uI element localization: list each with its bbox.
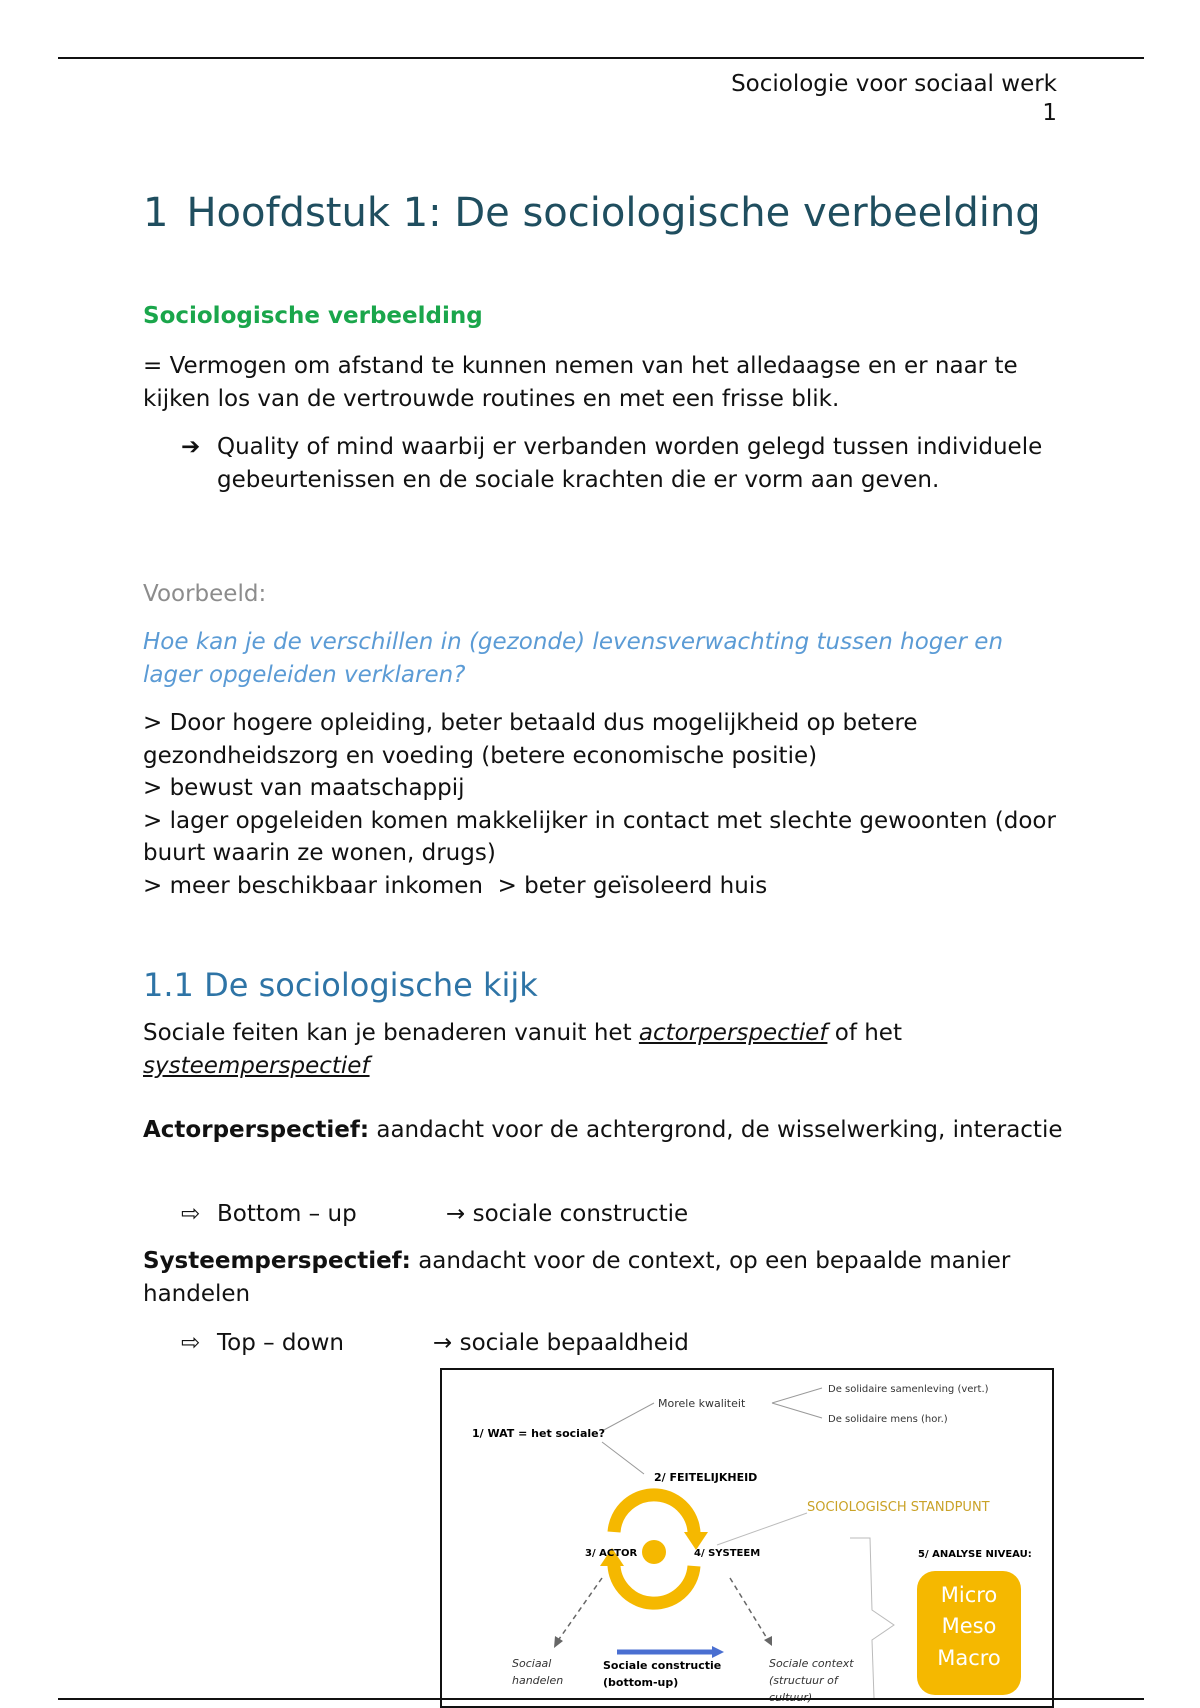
diagram-solidaire-samenleving: De solidaire samenleving (vert.) [828,1384,989,1395]
actor-term: Actorperspectief: [143,1117,370,1143]
section-title: De sociologische kijk [204,966,538,1004]
actor-result: → sociale constructie [446,1201,689,1227]
systeem-term: Systeemperspectief: [143,1248,411,1274]
level-micro: Micro [940,1583,998,1607]
actor-desc: aandacht voor de achtergrond, de wisselwerking, interactie [369,1117,1063,1143]
diagram-solidaire-mens: De solidaire mens (hor.) [828,1414,948,1425]
diagram-sociale-constructie: Sociale constructie [603,1659,722,1672]
actor-definition [143,1114,1063,1147]
diagram-standpunt: SOCIOLOGISCH STANDPUNT [807,1500,990,1515]
connector-line [602,1403,654,1431]
example-answers [143,707,1063,902]
header-rule [58,57,1144,59]
diagram-handelen: handelen [512,1674,564,1687]
bracket-line [850,1538,894,1698]
actor-direction-label: Bottom – up [217,1201,357,1227]
chapter-number: 1 [143,190,169,236]
definition-heading: Sociologische verbeelding [143,303,483,329]
chapter-heading [143,190,1041,236]
diagram-bottom-up: (bottom-up) [603,1676,679,1689]
diagram-morele: Morele kwaliteit [658,1397,746,1410]
arrowhead-icon [554,1636,563,1648]
dashed-arrow-left [557,1578,602,1642]
page-header [731,70,1057,128]
systeem-direction-label: Top – down [217,1330,344,1356]
answer-item: > Door hogere opleiding, beter betaald dus mogelijkheid op betere gezondheidszorg en voeding (betere economische positie) [143,710,918,769]
diagram-structuur: (structuur of [769,1674,838,1687]
chapter-title: Hoofdstuk 1: De sociologische verbeelding [186,190,1041,236]
systeem-desc: aandacht voor de context, op een bepaalde manier handelen [143,1248,1011,1307]
diagram-sociaal: Sociaal [512,1657,552,1670]
arrow-bullet-icon: ➔ [181,434,201,460]
diagram-actor: 3/ ACTOR [585,1548,638,1559]
systeem-result: → sociale bepaaldheid [433,1330,689,1356]
diagram-cultuur: cultuur) [769,1691,813,1704]
term-actorperspectief: actorperspectief [638,1020,828,1046]
diagram-systeem: 4/ SYSTEEM [694,1548,761,1559]
answer-item: > meer beschikbaar inkomen > beter geïsoleerd huis [143,872,768,899]
level-meso: Meso [941,1614,997,1638]
sociological-diagram [440,1368,1054,1708]
intro-text: of het [827,1020,902,1046]
connector-line [772,1403,822,1418]
header-page-number: 1 [1042,100,1057,126]
header-title: Sociologie voor sociaal werk [731,71,1057,97]
diagram-feitelijkheid: 2/ FEITELIJKHEID [654,1471,758,1484]
cycle-arrow-top [614,1495,694,1538]
cycle-center [642,1540,666,1564]
blue-arrowhead-icon [712,1646,724,1658]
diagram-wat: 1/ WAT = het sociale? [472,1427,605,1440]
connector-line [602,1442,644,1474]
dashed-arrow-right [730,1578,768,1640]
connector-line [772,1388,822,1403]
diagram-analyse: 5/ ANALYSE NIVEAU: [918,1549,1032,1560]
systeem-direction [181,1327,689,1359]
definition-text: = Vermogen om afstand te kunnen nemen van het alledaagse en er naar te kijken los van de vertrouwde routines en met een frisse blik. [143,353,1018,412]
connector-line [717,1513,807,1545]
term-systeemperspectief: systeemperspectief [143,1052,370,1079]
definition-bullet-text: Quality of mind waarbij er verbanden worden gelegd tussen individuele gebeurtenissen en de sociale krachten die er vorm aan geven. [217,434,1043,493]
level-macro: Macro [937,1646,1001,1670]
example-question: Hoe kan je de verschillen in (gezonde) levensverwachting tussen hoger en lager opgeleiden verklaren? [143,629,1004,688]
section-number: 1.1 [143,966,194,1004]
section-heading [143,966,538,1004]
systeem-definition [143,1245,1063,1310]
arrowhead-icon [764,1636,772,1646]
intro-text: Sociale feiten kan je benaderen vanuit het [143,1020,639,1046]
hollow-arrow-icon: ⇨ [181,1330,201,1356]
cycle-arrow-bottom [614,1560,694,1603]
actor-direction [181,1198,689,1230]
section-intro [143,1017,902,1082]
answer-item: > bewust van maatschappij [143,775,465,801]
diagram-sociale-context: Sociale context [769,1657,854,1670]
answer-item: > lager opgeleiden komen makkelijker in contact met slechte gewoonten (door buurt waarin ze wonen, drugs) [143,807,1056,866]
example-label: Voorbeeld: [143,581,267,607]
hollow-arrow-icon: ⇨ [181,1201,201,1227]
